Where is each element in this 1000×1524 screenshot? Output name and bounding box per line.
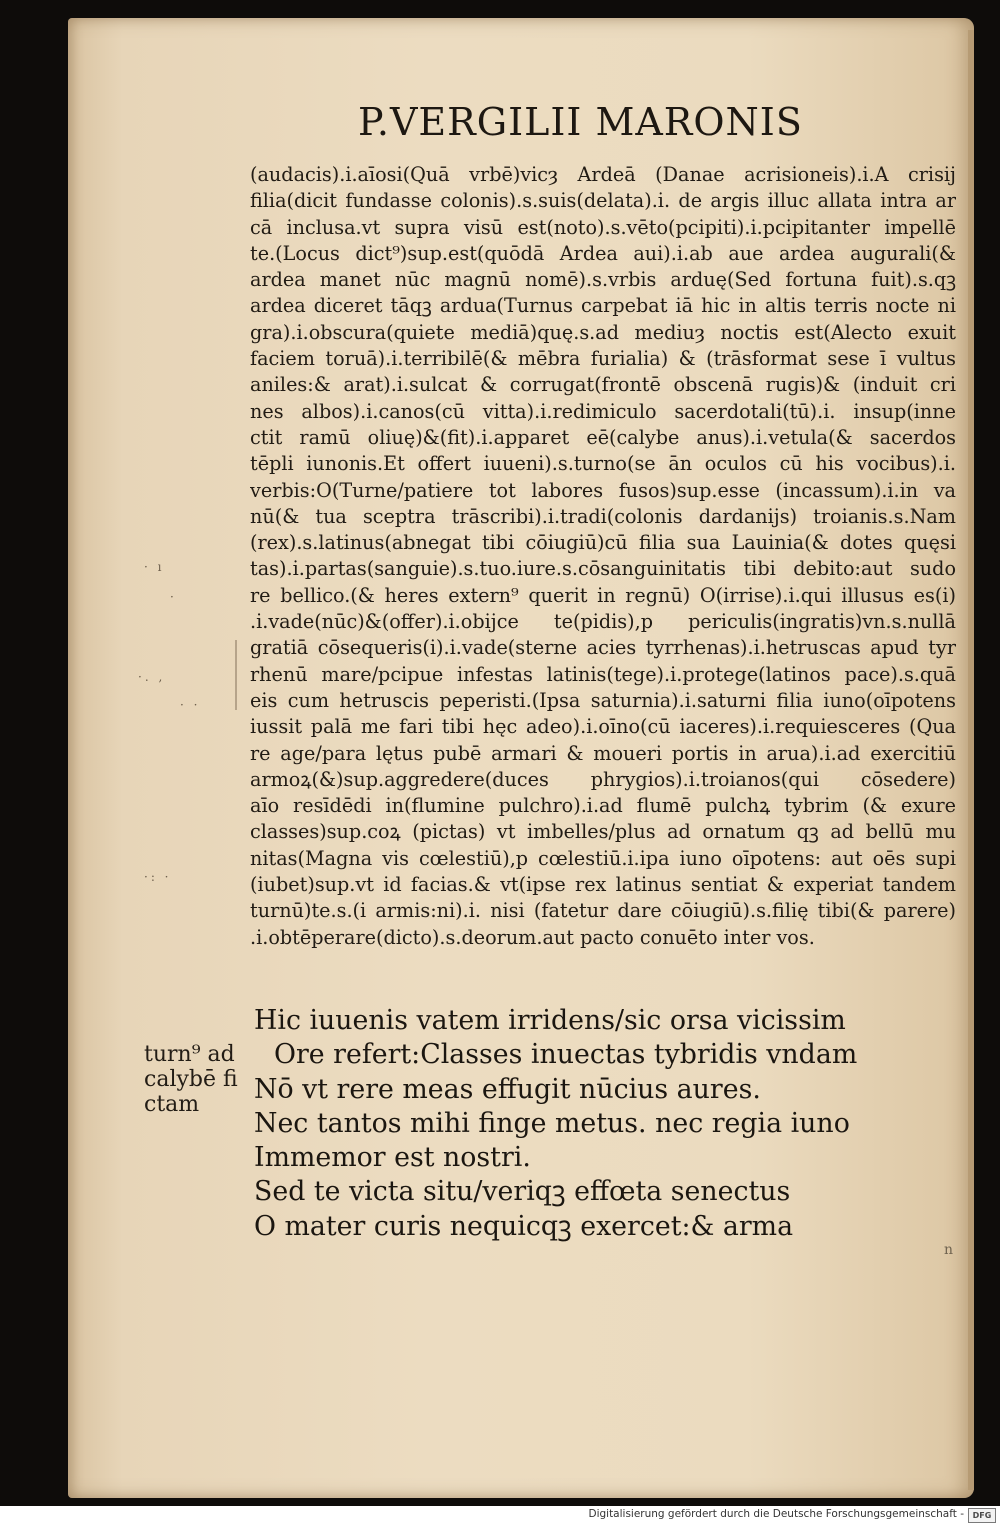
- margin-mark: ·: [170, 590, 177, 604]
- commentary-line: aīo resīdēdi in(flumine pulchro).i.ad flumē pulchꝝ tybrim (& exure: [250, 794, 956, 818]
- verse-line: Immemor est nostri.: [254, 1142, 531, 1174]
- margin-mark: · ı: [144, 560, 165, 574]
- commentary-line: classes)sup.coꝝ (pictas) vt imbelles/plus ad ornatum qꝫ ad bellū mu: [250, 820, 956, 844]
- commentary-line: ardea diceret tāqꝫ ardua(Turnus carpebat iā hic in altis terris nocte ni: [250, 294, 956, 318]
- folio-mark: n: [944, 1242, 954, 1258]
- verse-line: Hic iuuenis vatem irridens/sic orsa vicissim: [254, 1005, 846, 1036]
- margin-mark: ·: ·: [144, 870, 172, 884]
- margin-marks: [130, 540, 230, 900]
- commentary-line: (rex).s.latinus(abnegat tibi cōiugiū)cū filia sua Lauinia(& dotes quęsi: [250, 531, 956, 555]
- funding-credit: Digitalisierung gefördert durch die Deutsche Forschungsgemeinschaft -: [588, 1508, 964, 1520]
- commentary-line: aniles:& arat).i.sulcat & corrugat(frontē obscenā rugis)& (induit cri: [250, 373, 956, 397]
- commentary-line: faciem toruā).i.terribilē(& mēbra furialia) & (trāsformat sese ī vultus: [250, 347, 956, 371]
- verse-line: Sed te victa situ/veriqꝫ effœta senectus: [254, 1176, 791, 1208]
- commentary-line: rhenū mare/pcipue infestas latinis(tege).i.protege(latinos pace).s.quā: [250, 662, 956, 686]
- commentary-line: iussit palā me fari tibi hęc adeo).i.oīno(cū iaceres).i.requiesceres (Qua: [250, 715, 956, 739]
- commentary-line: .i.vade(nūc)&(offer).i.obijce te(pidis),p periculis(ingratis)vn.s.nullā: [250, 610, 956, 634]
- commentary-line: armoꝝ(&)sup.aggredere(duces phrygios).i.troianos(qui cōsedere): [250, 767, 956, 791]
- commentary-line: te.(Locus dict⁹)sup.est(quōdā Ardea aui).i.ab aue ardea augurali(&: [250, 241, 956, 265]
- margin-mark: · ·: [180, 698, 201, 712]
- commentary-line: ardea manet nūc magnū nomē).s.vrbis arduę(Sed fortuna fuit).s.qꝫ: [250, 268, 956, 292]
- verse-line: O mater curis nequicqꝫ exercet:& arma: [254, 1210, 794, 1242]
- margin-rule: [235, 640, 237, 710]
- commentary-line: nū(& tua sceptra trāscribi).i.tradi(colonis dardanijs) troianis.s.Nam: [250, 504, 956, 528]
- marginal-note-line: turn⁹ ad: [144, 1042, 235, 1067]
- commentary-line: gratiā cōsequeris(i).i.vade(sterne acies tyrrhenas).i.hetruscas apud tyr: [250, 636, 956, 660]
- commentary-line: cā inclusa.vt supra visū est(noto).s.vēto(pcipiti).i.pcipitanter impellē: [250, 215, 956, 239]
- page-edge: [968, 30, 974, 1490]
- commentary-line: re bellico.(& heres extern⁹ querit in regnū) O(irrise).i.qui illusus es(i): [250, 583, 956, 607]
- commentary-line: .i.obtēperare(dicto).s.deorum.aut pacto conuēto inter vos.: [250, 925, 815, 949]
- commentary-line: verbis:O(Turne/patiere tot labores fusos)sup.esse (incassum).i.in va: [250, 478, 956, 502]
- verse-block: [254, 1004, 894, 1244]
- verse-line: Ore refert:Classes inuectas tybridis vndam: [274, 1039, 858, 1071]
- commentary-line: ctit ramū oliuę)&(fit).i.apparet eē(calybe anus).i.vetula(& sacerdos: [250, 425, 956, 449]
- commentary-line: (audacis).i.aīosi(Quā vrbē)vicȝ Ardeā (Danae acrisioneis).i.A crisij: [250, 163, 956, 186]
- commentary-block: [250, 162, 956, 951]
- page-title: P.VERGILII MARONIS: [358, 100, 803, 144]
- commentary-line: tas).i.partas(sanguie).s.tuo.iure.s.cōsanguinitatis tibi debito:aut sudo: [250, 557, 956, 581]
- commentary-line: tēpli iunonis.Et offert iuueni).s.turno(se ān oculos cū his vocibus).i.: [250, 452, 956, 476]
- commentary-line: filia(dicit fundasse colonis).s.suis(delata).i. de argis illuc allata intra ar: [250, 189, 956, 213]
- commentary-line: nitas(Magna vis cœlestiū),p cœlestiū.i.ipa iuno oīpotens: aut oēs supi: [250, 846, 956, 870]
- verse-line: Nō vt rere meas effugit nūcius aures.: [254, 1073, 761, 1105]
- commentary-line: nes albos).i.canos(cū vitta).i.redimiculo sacerdotali(tū).i. insup(inne: [250, 399, 956, 423]
- commentary-line: re age/para lętus pubē armari & moueri portis in arua).i.ad exercitiū: [250, 741, 956, 765]
- marginal-note: [144, 1042, 254, 1117]
- marginal-note-line: calybē fi: [144, 1067, 238, 1092]
- marginal-note-line: ctam: [144, 1092, 200, 1117]
- commentary-line: eis cum hetruscis peperisti.(Ipsa saturnia).i.saturni filia iuno(oīpotens: [250, 688, 956, 712]
- commentary-line: gra).i.obscura(quiete mediā)quę.s.ad mediuȝ noctis est(Alecto exuit: [250, 320, 956, 344]
- commentary-line: turnū)te.s.(i armis:ni).i. nisi (fatetur dare cōiugiū).s.filię tibi(& parere): [250, 899, 956, 923]
- verse-line: Nec tantos mihi finge metus. nec regia iuno: [254, 1107, 850, 1139]
- margin-mark: ·. ,: [138, 670, 166, 684]
- dfg-logo-icon: DFG: [968, 1508, 996, 1523]
- commentary-line: (iubet)sup.vt id facias.& vt(ipse rex latinus sentiat & experiat tandem: [250, 873, 956, 897]
